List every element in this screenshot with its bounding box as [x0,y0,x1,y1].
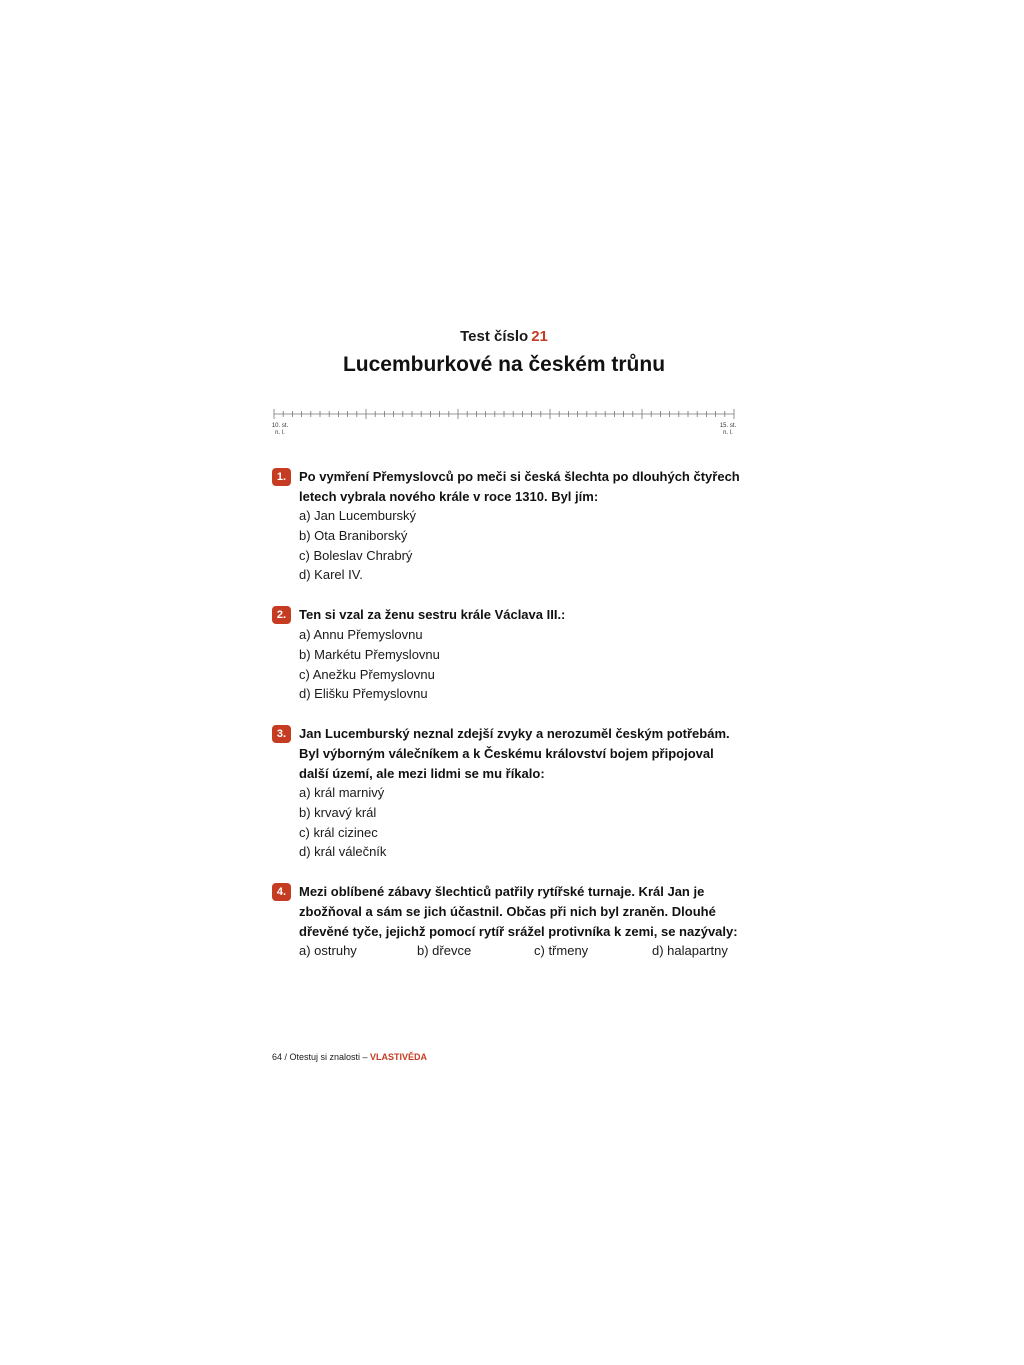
question-text: Po vymření Přemyslovců po meči si česká šlechta po dlouhých čtyřech letech vybrala nového krále v roce 1310. Byl jím: [299,469,740,504]
question-number-badge: 2. [272,606,291,624]
timeline-end-century: 15. st. [719,423,737,429]
timeline-end-label [716,423,740,437]
timeline-start-century: 10. st. [271,423,289,429]
timeline-start-era: n. l. [275,430,285,436]
footer-page-info: 64 / Otestuj si znalosti – [272,1052,371,1062]
question-text: Ten si vzal za ženu sestru krále Václava III.: [299,607,566,622]
answer-option[interactable]: b) krvavý král [299,804,377,820]
test-number: 21 [531,328,548,345]
answer-option[interactable]: a) král marnivý [299,785,385,800]
answer-option[interactable]: a) Jan Lucemburský [299,508,417,523]
timeline-end-era: n. l. [723,430,733,436]
answer-option[interactable]: b) Ota Braniborský [299,527,408,543]
question-2 [272,606,742,706]
answer-option[interactable]: d) Elišku Přemyslovnu [299,686,428,702]
answer-option[interactable]: a) ostruhy [299,943,357,958]
question-4 [272,883,742,965]
question-3 [272,725,742,865]
answer-row [299,941,744,961]
question-1 [272,468,742,588]
timeline [270,405,740,441]
timeline-ruler [270,405,740,423]
test-number-heading [0,328,1008,345]
question-text: Mezi oblíbené zábavy šlechticů patřily rytířské turnaje. Král Jan je zbožňoval a sám se jich účastnil. Občas při nich byl zraněn. Dlouhé dřevěné tyče, jejichž pomocí rytíř srážel protivníka k zemi, se nazývaly: [299,884,738,939]
answer-option[interactable]: c) král cizinec [299,824,378,840]
answer-option[interactable]: c) třmeny [534,943,589,958]
answer-option[interactable]: c) Anežku Přemyslovnu [299,666,435,682]
page-footer [272,1052,427,1062]
answer-option[interactable]: a) Annu Přemyslovnu [299,627,423,642]
answer-list [299,783,386,862]
question-number-badge: 1. [272,468,291,486]
test-label: Test číslo [460,328,529,345]
answer-option[interactable]: d) Karel IV. [299,567,363,583]
question-text: Jan Lucemburský neznal zdejší zvyky a nerozuměl českým potřebám. Byl výborným válečníkem a k Českému království bojem připojoval další území, ale mezi lidmi se mu říkalo: [299,726,730,781]
answer-list [299,625,440,704]
answer-option[interactable]: b) Markétu Přemyslovnu [299,646,440,662]
answer-option[interactable]: d) halapartny [652,943,728,958]
answer-option[interactable]: d) král válečník [299,844,387,860]
question-number-badge: 4. [272,883,291,901]
question-number-badge: 3. [272,725,291,743]
answer-option[interactable]: b) dřevce [417,943,472,958]
timeline-start-label [268,423,292,437]
answer-option[interactable]: c) Boleslav Chrabrý [299,547,413,563]
footer-subject: VLASTIVĚDA [370,1052,428,1062]
page-title: Lucemburkové na českém trůnu [342,353,666,376]
answer-list [299,506,416,585]
